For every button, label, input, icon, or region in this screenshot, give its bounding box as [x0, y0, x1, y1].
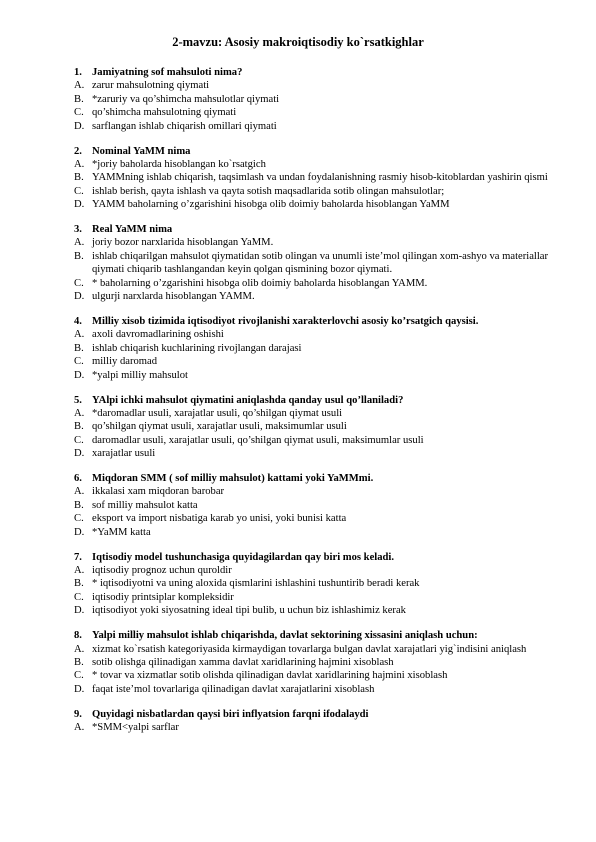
option-text: daromadlar usuli, xarajatlar usuli, qo’shilgan qiymat usuli, maksimumlar usuli	[92, 434, 424, 446]
option-letter: D.	[74, 199, 85, 211]
answer-option	[74, 120, 554, 133]
answer-option	[74, 512, 554, 525]
question-text: YAlpi ichki mahsulot qiymatini aniqlashda qanday usul qo’llaniladi?	[92, 394, 404, 406]
answer-option	[74, 564, 554, 577]
answer-option	[74, 171, 554, 184]
question-number: 9.	[74, 708, 82, 720]
question-number: 6.	[74, 473, 82, 485]
option-letter: A.	[74, 158, 85, 170]
answer-option	[74, 277, 554, 290]
question-number: 4.	[74, 316, 82, 327]
question-heading	[74, 551, 554, 564]
option-letter: B.	[74, 342, 84, 354]
page-title: 2-mavzu: Asosiy makroiqtisodiy ko`rsatkighlar	[172, 35, 424, 49]
option-letter: D.	[74, 448, 85, 460]
question-block	[74, 708, 554, 735]
option-text: sof milliy mahsulot katta	[92, 499, 198, 511]
option-letter: B.	[74, 93, 84, 105]
answer-option	[74, 369, 554, 382]
question-number: 2.	[74, 145, 82, 157]
option-letter: C.	[74, 513, 84, 525]
option-text: joriy bozor narxlarida hisoblangan YaMM.	[92, 237, 274, 249]
question-list	[74, 66, 554, 746]
question-text: Yalpi milliy mahsulot ishlab chiqarishda, davlat sektorining xissasini aniqlash uchun:	[92, 630, 478, 642]
question-heading	[74, 708, 554, 721]
answer-option	[74, 290, 554, 303]
answer-option	[74, 643, 554, 656]
answer-option	[74, 499, 554, 512]
question-heading	[74, 394, 554, 407]
option-text: qo’shilgan qiymat usuli, xarajatlar usuli, maksimumlar usuli	[92, 421, 347, 433]
option-letter: B.	[74, 656, 84, 668]
option-text: *zaruriy va qo’shimcha mahsulotlar qiymati	[92, 93, 280, 105]
question-text: Jamiyatning sof mahsuloti nima?	[92, 67, 243, 78]
question-heading	[74, 472, 554, 485]
option-text: * tovar va xizmatlar sotib olishda qilinadigan davlat xaridlarining hajmini xisoblash	[92, 670, 448, 682]
option-text: * baholarning o’zgarishini hisobga olib doimiy baholarda hisoblangan YAMM.	[92, 277, 428, 289]
question-number: 7.	[74, 551, 82, 563]
option-letter: C.	[74, 434, 84, 446]
answer-option	[74, 669, 554, 682]
question-text: Miqdoran SMM ( sof milliy mahsulot) kattami yoki YaMMmi.	[92, 473, 374, 485]
question-block	[74, 66, 554, 133]
option-letter: D.	[74, 683, 85, 695]
answer-option	[74, 604, 554, 617]
option-text: YAMMning ishlab chiqarish, taqsimlash va undan foydalanishning rasmiy hisob-kitoblardan yashirin qismi	[92, 172, 548, 184]
option-letter: A.	[74, 486, 85, 498]
option-text: iqtisodiy printsiplar kompleksidir	[92, 591, 234, 603]
question-text: Nominal YaMM nima	[92, 145, 191, 157]
option-text: axoli davromadlarining oshishi	[92, 329, 224, 341]
question-block	[74, 315, 554, 382]
option-letter: B.	[74, 172, 84, 184]
answer-option	[74, 158, 554, 171]
option-letter: A.	[74, 722, 85, 734]
answer-option	[74, 407, 554, 420]
question-number: 1.	[74, 67, 82, 78]
answer-option	[74, 198, 554, 211]
option-letter: D.	[74, 526, 85, 538]
option-text: qo’shimcha mahsulotning qiymati	[92, 107, 237, 119]
option-letter: C.	[74, 591, 84, 603]
question-block	[74, 472, 554, 539]
answer-option	[74, 79, 554, 92]
option-text: iqtisodiy prognoz uchun quroldir	[92, 565, 232, 576]
answer-option	[74, 526, 554, 539]
option-letter: A.	[74, 565, 85, 576]
option-text: faqat iste’mol tovarlariga qilinadigan davlat xarajatlarini xisoblash	[92, 683, 375, 695]
option-letter: B.	[74, 578, 84, 590]
question-number: 3.	[74, 224, 82, 236]
question-heading	[74, 315, 554, 328]
option-text: milliy daromad	[92, 356, 158, 368]
option-text: *YaMM katta	[92, 526, 151, 538]
question-block	[74, 394, 554, 461]
option-text: sotib olishga qilinadigan xamma davlat xaridlarining hajmini xisoblash	[92, 656, 394, 668]
answer-option	[74, 106, 554, 119]
answer-option	[74, 342, 554, 355]
question-heading	[74, 145, 554, 158]
answer-option	[74, 236, 554, 249]
question-number: 8.	[74, 630, 82, 642]
option-text: ishlab chiqarish kuchlarining rivojlangan darajasi	[92, 342, 302, 354]
option-letter: D.	[74, 369, 85, 381]
option-text: xizmat ko`rsatish kategoriyasida kirmaydigan tovarlarga bulgan davlat xarajatlari yig`indisini aniqlash	[92, 643, 527, 655]
option-text: YAMM baholarning o’zgarishini hisobga olib doimiy baholarda hisoblangan YaMM	[92, 199, 450, 211]
question-heading	[74, 223, 554, 236]
option-text: ulgurji narxlarda hisoblangan YAMM.	[92, 291, 255, 303]
answer-option	[74, 328, 554, 341]
option-letter: A.	[74, 80, 85, 92]
option-letter: A.	[74, 407, 85, 419]
option-letter: C.	[74, 185, 84, 197]
question-text: Milliy xisob tizimida iqtisodiyot rivojlanishi xarakterlovchi asosiy ko’rsatgich qaysisi.	[92, 316, 479, 327]
option-letter: D.	[74, 120, 85, 132]
option-text: iqtisodiyot yoki siyosatning ideal tipi bulib, u uchun biz ishlashimiz kerak	[92, 605, 406, 617]
option-text: ishlab berish, qayta ishlash va qayta sotish maqsadlarida sotib olingan mahsulotlar;	[92, 185, 445, 197]
option-text: * iqtisodiyotni va uning aloxida qismlarini ishlashini tushuntirib beradi kerak	[92, 578, 420, 590]
answer-option	[74, 577, 554, 590]
option-letter: B.	[74, 499, 84, 511]
answer-option	[74, 591, 554, 604]
question-heading	[74, 66, 554, 79]
option-text: *yalpi milliy mahsulot	[92, 369, 188, 381]
question-text: Real YaMM nima	[92, 224, 173, 236]
answer-option	[74, 683, 554, 696]
option-text: xarajatlar usuli	[92, 448, 156, 460]
answer-option	[74, 355, 554, 368]
option-letter: B.	[74, 250, 84, 262]
answer-option	[74, 447, 554, 460]
option-text: zarur mahsulotning qiymati	[92, 80, 210, 92]
question-number: 5.	[74, 394, 82, 406]
option-letter: B.	[74, 421, 84, 433]
option-letter: A.	[74, 643, 85, 655]
answer-option	[74, 420, 554, 433]
answer-option	[74, 250, 554, 277]
answer-option	[74, 434, 554, 447]
answer-option	[74, 185, 554, 198]
option-text: *SMM<yalpi sarflar	[92, 722, 179, 734]
option-letter: D.	[74, 605, 85, 617]
option-letter: C.	[74, 356, 84, 368]
option-letter: C.	[74, 107, 84, 119]
option-letter: C.	[74, 670, 84, 682]
answer-option	[74, 656, 554, 669]
option-text: ikkalasi xam miqdoran barobar	[92, 486, 225, 498]
option-letter: C.	[74, 277, 84, 289]
option-letter: A.	[74, 237, 85, 249]
question-heading	[74, 629, 554, 642]
question-text: Quyidagi nisbatlardan qaysi biri inflyatsion farqni ifodalaydi	[92, 708, 369, 720]
question-block	[74, 223, 554, 303]
option-letter: A.	[74, 329, 85, 341]
question-block	[74, 629, 554, 696]
option-text: *daromadlar usuli, xarajatlar usuli, qo’shilgan qiymat usuli	[92, 407, 343, 419]
option-text: eksport va import nisbatiga karab yo unisi, yoki bunisi katta	[92, 513, 347, 525]
question-block	[74, 551, 554, 618]
answer-option	[74, 485, 554, 498]
answer-option	[74, 93, 554, 106]
question-block	[74, 145, 554, 212]
question-text: Iqtisodiy model tushunchasiga quyidagilardan qay biri mos keladi.	[92, 551, 395, 563]
answer-option	[74, 721, 554, 734]
option-text: sarflangan ishlab chiqarish omillari qiymati	[92, 120, 277, 132]
option-letter: D.	[74, 291, 85, 303]
option-text: *joriy baholarda hisoblangan ko`rsatgich	[92, 158, 266, 170]
option-text: ishlab chiqarilgan mahsulot qiymatidan sotib olingan va unumli iste’mol qilingan xom-ashyo va materiallar qiymati chiqarib tashlangandan keyin qolgan qismining bozor qiymati.	[92, 250, 549, 276]
